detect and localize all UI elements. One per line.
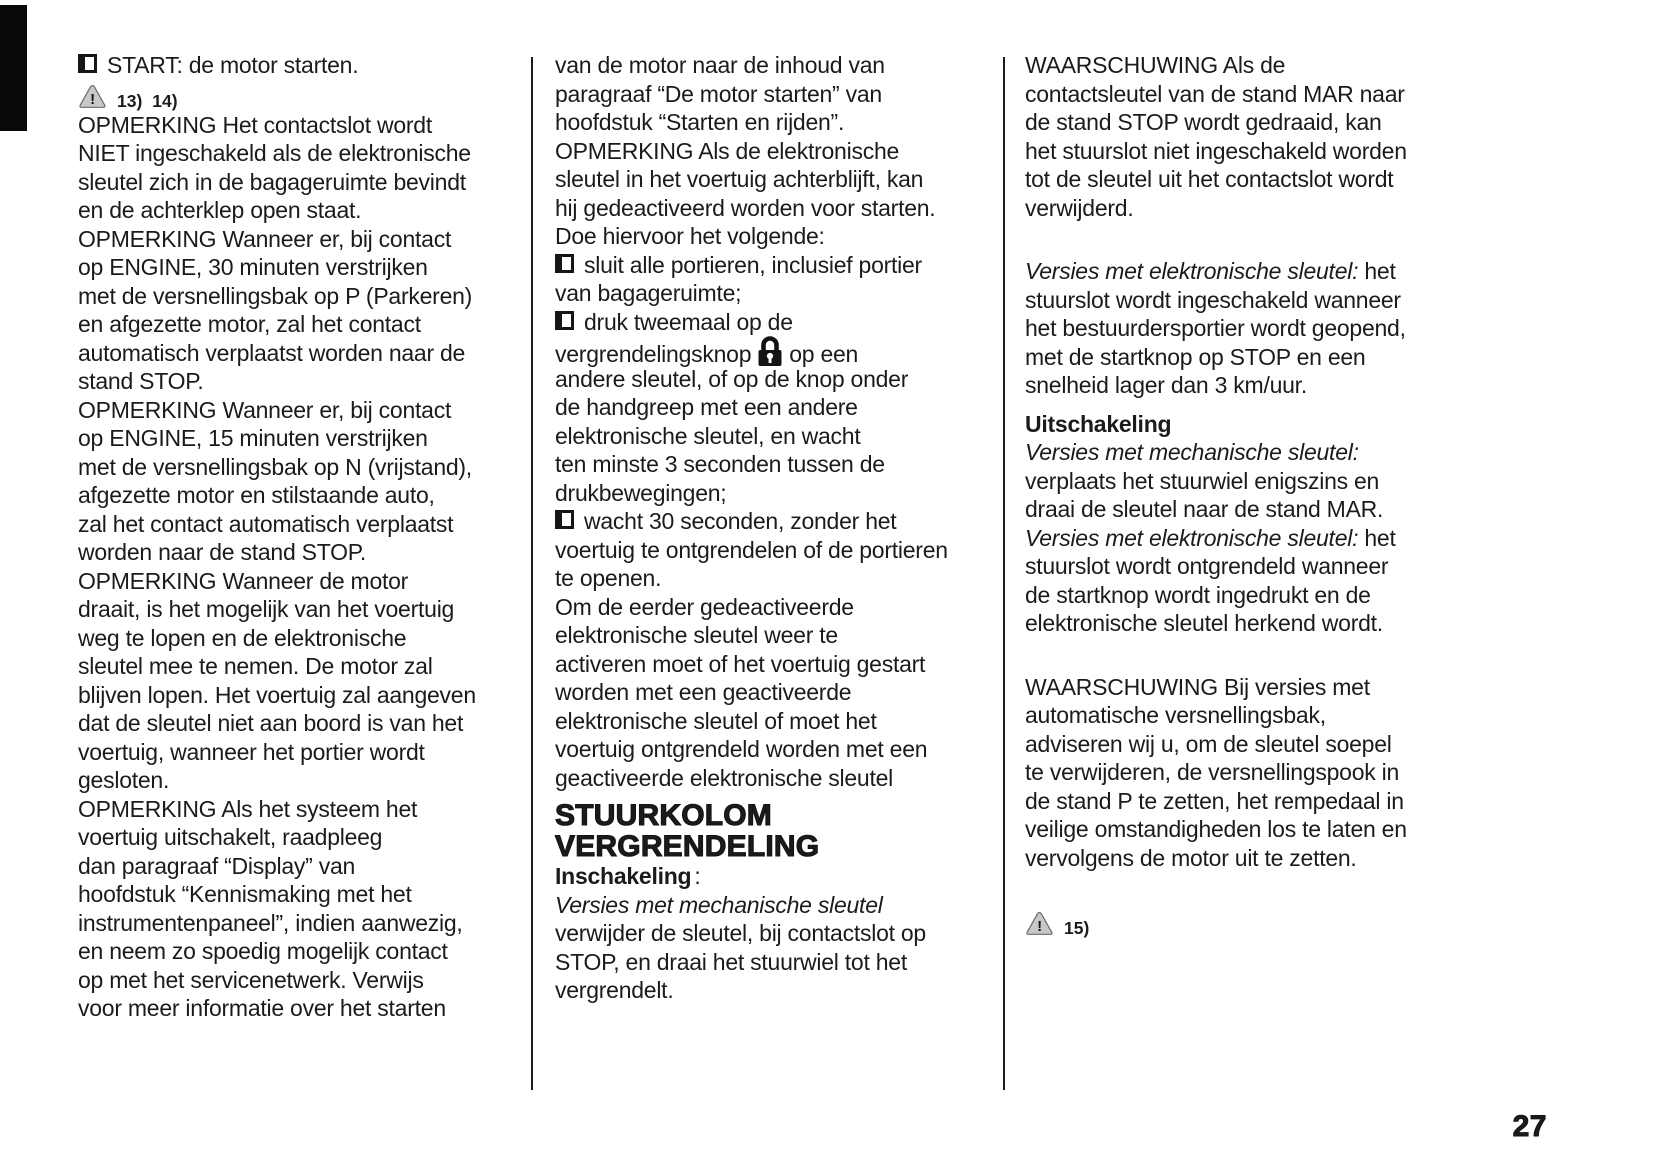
text-line: worden naar de stand STOP. (78, 539, 367, 565)
text-line: sleutel mee te nemen. De motor zal (78, 653, 433, 679)
text-line: OPMERKING Wanneer er, bij contact (78, 225, 452, 252)
text-line: de stand P te zetten, het rempedaal in (1025, 787, 1404, 814)
svg-text:!: ! (1037, 918, 1042, 935)
italic-segment: Versies met elektronische sleutel: (1025, 524, 1359, 551)
text-line: op met het servicenetwerk. Verwijs (78, 966, 424, 993)
square-list-bullet-icon (555, 254, 574, 273)
text-line: hoofdstuk “Kennismaking met het (78, 881, 412, 907)
text-line: drukbewegingen; (555, 479, 727, 506)
section-heading: VERGRENDELING (555, 830, 820, 863)
paragraph-spacer (1025, 638, 1461, 673)
text-line: op ENGINE, 15 minuten verstrijken (78, 425, 428, 451)
text-line: het stuurslot niet ingeschakeld worden (1025, 137, 1407, 164)
text-line: instrumentenpaneel”, indien aanwezig, (78, 909, 463, 936)
text-line: zal het contact automatisch verplaatst (78, 510, 454, 537)
text-line: elektronische sleutel weer te (555, 622, 838, 648)
page-number: 27 (1512, 1110, 1547, 1143)
square-list-bullet-icon (78, 54, 97, 73)
text-line: te openen. (555, 565, 662, 591)
text-line: STOP, en draai het stuurwiel tot het (555, 948, 907, 975)
text-line: veilige omstandigheden los te laten en (1025, 816, 1407, 842)
mixed-text-line: Versies met elektronische sleutel: het (1025, 524, 1396, 551)
text-line: snelheid lager dan 3 km/uur. (1025, 372, 1307, 398)
text-line: weg te lopen en de elektronische (78, 624, 407, 651)
paragraph-spacer (1025, 400, 1461, 410)
text-line: van bagageruimte; (555, 280, 742, 306)
text-line: de startknop wordt ingedrukt en de (1025, 581, 1371, 608)
text-line: met de versnellingsbak op N (vrijstand), (78, 453, 472, 480)
bullet-list-item: START: de motor starten. (78, 51, 514, 80)
text-line: automatische versnellingsbak, (1025, 702, 1326, 728)
text-line: Doe hiervoor het volgende: (555, 223, 825, 249)
text-line: en de achterklep open staat. (78, 197, 362, 223)
text-line: met de versnellingsbak op P (Parkeren) (78, 282, 473, 309)
text-line: gesloten. (78, 767, 170, 793)
text-line: sleutel zich in de bagageruimte bevindt (78, 168, 466, 195)
text-line: contactsleutel van de stand MAR naar (1025, 80, 1405, 107)
text-line: voertuig ontgrendeld worden met een (555, 736, 928, 762)
text-line: draai de sleutel naar de stand MAR. (1025, 496, 1384, 522)
text-line: verplaats het stuurwiel enigszins en (1025, 467, 1380, 494)
italic-text-line: Versies met mechanische sleutel (555, 891, 883, 918)
italic-segment: Versies met elektronische sleutel: (1025, 258, 1359, 284)
text-line: met de startknop op STOP en een (1025, 343, 1366, 370)
footnote-ref: 14) (152, 90, 178, 111)
text-line: verwijderd. (1025, 194, 1134, 221)
section-heading: STUURKOLOM (555, 799, 772, 832)
text-line: sleutel in het voertuig achterblijft, kan (555, 166, 924, 192)
text-line: Om de eerder gedeactiveerde (555, 593, 854, 620)
text-line: WAARSCHUWING Bij versies met (1025, 673, 1370, 700)
text-line: OPMERKING Als het systeem het (78, 795, 418, 822)
text-line: van de motor naar de inhoud van (555, 52, 885, 78)
text-line: elektronische sleutel, en wacht (555, 422, 861, 449)
warning-footnote-row (1025, 907, 1461, 938)
square-list-bullet-icon (555, 510, 574, 529)
paragraph-spacer (1025, 872, 1461, 907)
text-line: voertuig uitschakelt, raadpleeg (78, 824, 383, 850)
text-line: blijven lopen. Het voertuig zal aangeven (78, 681, 476, 708)
text-line: elektronische sleutel of moet het (555, 707, 877, 734)
text-line: elektronische sleutel herkend wordt. (1025, 610, 1383, 636)
mixed-text-line (1025, 438, 1461, 467)
bullet-list-item: sluit alle portieren, inclusief portier (555, 251, 991, 280)
lock-icon (757, 336, 783, 367)
text-line: activeren moet of het voertuig gestart (555, 650, 926, 677)
text-line: vergrendelt. (555, 977, 674, 1003)
text-line: te verwijderen, de versnellingspook in (1025, 759, 1400, 785)
text-line: hoofdstuk “Starten en rijden”. (555, 109, 845, 135)
text-line: en neem zo spoedig mogelijk contact (78, 938, 448, 964)
heading-colon: : (694, 863, 701, 889)
footnote-ref: 13) (117, 90, 143, 111)
text-line: worden met een geactiveerde (555, 679, 852, 705)
text-line: de handgreep met een andere (555, 394, 858, 420)
column-1 (78, 51, 514, 1023)
footnote-ref: 15) (1064, 918, 1090, 938)
text-line: draait, is het mogelijk van het voertuig (78, 596, 455, 622)
text-line: op ENGINE, 30 minuten verstrijken (78, 254, 428, 280)
column-3 (1025, 51, 1461, 938)
text-line: en afgezette motor, zal het contact (78, 311, 421, 337)
subsection-heading: Inschakeling : (555, 863, 701, 889)
text-line: hij gedeactiveerd worden voor starten. (555, 194, 936, 221)
text-line: ten minste 3 seconden tussen de (555, 451, 885, 477)
text-line: WAARSCHUWING Als de (1025, 52, 1286, 78)
text-line: de stand STOP wordt gedraaid, kan (1025, 109, 1382, 135)
warning-triangle-icon (1025, 911, 1054, 937)
text-line: OPMERKING Wanneer de motor (78, 567, 409, 594)
bullet-list-item: wacht 30 seconden, zonder het (555, 507, 991, 536)
text-line: andere sleutel, of op de knop onder (555, 365, 909, 392)
text-line: OPMERKING Wanneer er, bij contact (78, 396, 452, 423)
text-line: voertuig, wanneer het portier wordt (78, 738, 425, 765)
text-line: geactiveerde elektronische sleutel (555, 764, 893, 791)
text-line: het bestuurdersportier wordt geopend, (1025, 315, 1406, 341)
text-line: tot de sleutel uit het contactslot wordt (1025, 166, 1394, 192)
text-line: voor meer informatie over het starten (78, 995, 446, 1021)
text-line: dan paragraaf “Display” van (78, 852, 356, 879)
mixed-text-line: Versies met elektronische sleutel: het (1025, 258, 1396, 284)
text-line: stand STOP. (78, 368, 204, 394)
text-line: OPMERKING Als de elektronische (555, 137, 900, 164)
warning-footnote-row (78, 80, 514, 111)
svg-text:!: ! (90, 90, 95, 108)
text-line: NIET ingeschakeld als de elektronische (78, 140, 471, 166)
text-line: vervolgens de motor uit te zetten. (1025, 844, 1357, 871)
italic-segment: Versies met mechanische sleutel: (1025, 439, 1359, 465)
column-divider-1 (531, 57, 533, 1090)
lock-button-line: vergrendelingsknop op een (555, 336, 991, 365)
column-divider-2 (1003, 57, 1005, 1090)
text-line: verwijder de sleutel, bij contactslot op (555, 920, 926, 946)
chapter-edge-tab (0, 5, 27, 131)
text-line: automatisch verplaatst worden naar de (78, 339, 466, 366)
bullet-list-item: druk tweemaal op de (555, 308, 991, 337)
warning-triangle-icon (78, 84, 107, 110)
text-line: afgezette motor en stilstaande auto, (78, 482, 435, 508)
square-list-bullet-icon (555, 311, 574, 330)
text-line: stuurslot wordt ontgrendeld wanneer (1025, 553, 1389, 579)
subsection-heading: Uitschakeling (1025, 410, 1172, 437)
text-line: dat de sleutel niet aan boord is van het (78, 710, 464, 736)
column-2 (555, 51, 991, 1005)
text-line: paragraaf “De motor starten” van (555, 80, 882, 107)
text-line: adviseren wij u, om de sleutel soepel (1025, 730, 1392, 757)
text-line: OPMERKING Het contactslot wordt (78, 111, 432, 138)
text-line: stuurslot wordt ingeschakeld wanneer (1025, 286, 1401, 313)
paragraph-spacer (1025, 222, 1461, 257)
text-line: voertuig te ontgrendelen of de portieren (555, 536, 948, 563)
